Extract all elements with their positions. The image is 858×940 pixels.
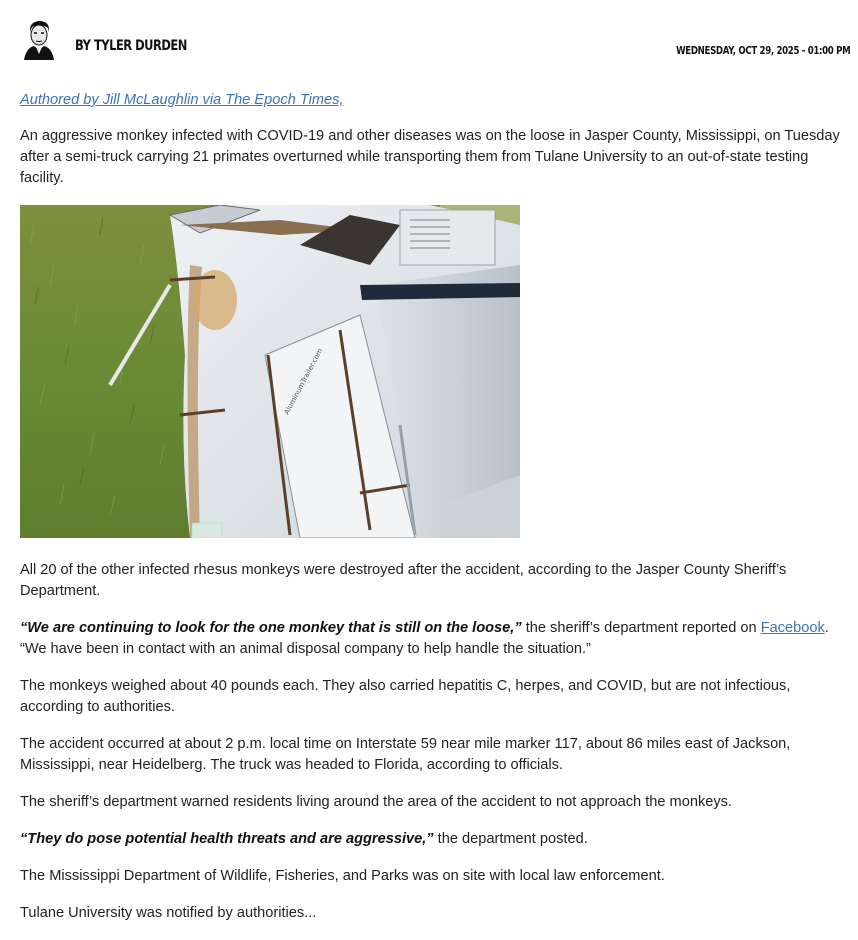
sheriff-quote: “We are continuing to look for the one monkey that is still on the loose,” bbox=[20, 620, 522, 636]
publish-date: WEDNESDAY, OCT 29, 2025 - 01:00 PM bbox=[675, 44, 850, 57]
paragraph-8: The Mississippi Department of Wildlife, Fisheries, and Parks was on site with local law enforcement. bbox=[20, 868, 665, 884]
overturned-truck-photo bbox=[20, 205, 520, 538]
author-credit bbox=[20, 90, 845, 111]
paragraph-7-end: the department posted. bbox=[433, 831, 588, 847]
paragraph-3-end: . “We have been in contact with an animal disposal company to help handle the situation.” bbox=[20, 620, 829, 657]
author-byline[interactable]: BY TYLER DURDEN bbox=[75, 38, 187, 54]
paragraph-4: The monkeys weighed about 40 pounds each. They also carried hepatitis C, herpes, and COVID, but are not infectious, according to authorities. bbox=[20, 678, 791, 715]
article-body bbox=[20, 90, 845, 940]
paragraph-9: Tulane University was notified by authorities... bbox=[20, 905, 317, 921]
paragraph-intro: An aggressive monkey infected with COVID-19 and other diseases was on the loose in Jasper County, Mississippi, on Tuesday after a semi-truck carrying 21 primates overturned while transporting them from Tulane University to an out-of-state testing facility. bbox=[20, 128, 840, 186]
department-quote: “They do pose potential health threats and are aggressive,” bbox=[20, 831, 434, 847]
trailer-brand-text: AluminumTrailer.com bbox=[282, 347, 325, 416]
author-credit-link[interactable]: Authored by Jill McLaughlin via The Epoch Times, bbox=[20, 92, 344, 108]
article-header bbox=[0, 0, 858, 80]
paragraph-5: The accident occurred at about 2 p.m. local time on Interstate 59 near mile marker 117, about 86 miles east of Jackson, Mississippi, near Heidelberg. The truck was headed to Florida, according to officials. bbox=[20, 736, 791, 773]
paragraph-3 bbox=[20, 618, 845, 660]
paragraph-7 bbox=[20, 829, 845, 850]
facebook-link[interactable]: Facebook bbox=[760, 620, 825, 636]
paragraph-6: The sheriff’s department warned residents living around the area of the accident to not approach the monkeys. bbox=[20, 794, 733, 810]
paragraph-3-mid: the sheriff’s department reported on bbox=[521, 620, 761, 636]
author-avatar[interactable] bbox=[20, 18, 58, 60]
paragraph-2: All 20 of the other infected rhesus monkeys were destroyed after the accident, according to the Jasper County Sheriff’s Department. bbox=[20, 562, 787, 599]
